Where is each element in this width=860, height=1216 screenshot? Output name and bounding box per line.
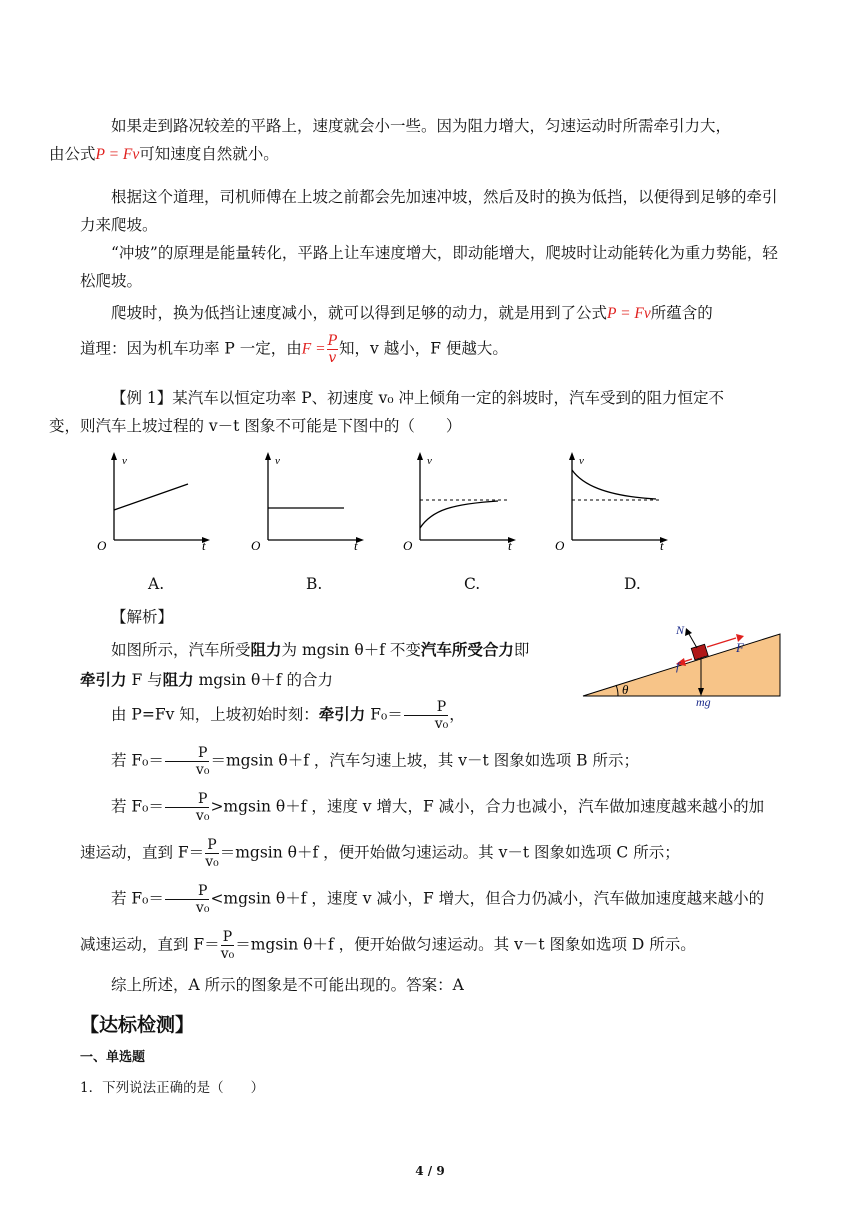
fraction-p-v0	[165, 883, 210, 916]
para1-text: 如果走到路况较差的平路上，速度就会小一些。因为阻力增大，匀速运动时所需牵引力大，	[111, 117, 732, 135]
s1e: 即	[513, 641, 530, 659]
frac-den: v₀	[195, 900, 210, 916]
option-c-label: C.	[464, 575, 481, 593]
s5a: 若 F₀＝	[111, 797, 164, 816]
s4b: ＝mgsin θ＋f ，汽车匀速上坡，其 v－t 图象如选项 B 所示；	[210, 751, 639, 770]
section-title: 【达标检测】	[80, 1014, 195, 1036]
frac-num: P	[165, 745, 210, 762]
solution-line7	[80, 883, 785, 916]
solution-line2	[80, 666, 580, 694]
theta-label: θ	[622, 682, 629, 697]
frac-den: v₀	[195, 808, 210, 824]
graph-a	[92, 452, 212, 552]
paragraph-low-gear	[80, 299, 785, 328]
para4-text-d: 知，v 越小，F 便越大。	[339, 339, 508, 358]
traction-force-label: F	[736, 640, 744, 655]
s1a: 如图所示，汽车所受	[111, 641, 251, 659]
origin-label: O	[251, 538, 261, 552]
solution-line5	[80, 791, 785, 824]
s3c: F₀＝	[365, 705, 403, 724]
solution-line6	[80, 837, 785, 870]
para1-tail: 可知速度自然就小。	[139, 145, 279, 163]
frac-num: P	[205, 837, 219, 854]
s3d: ，	[449, 705, 465, 724]
formula-f-eq: F =	[301, 340, 326, 358]
formula-p-fv: P = Fv	[95, 146, 140, 163]
frac-den: v₀	[205, 854, 219, 870]
s3b: 牵引力	[318, 704, 366, 724]
s2c: 阻力	[162, 670, 194, 689]
s1d: 汽车所受合力	[420, 640, 514, 659]
fraction-p-v0	[221, 929, 235, 962]
s2a: 牵引力	[80, 670, 127, 689]
fraction-p-over-v	[327, 333, 338, 366]
option-b-label: B.	[306, 575, 323, 593]
example-line2: 变，则汽车上坡过程的 v－t 图象不可能是下图中的（ ）	[49, 417, 462, 435]
axis-v-label: v	[122, 455, 127, 467]
s8b: ＝mgsin θ＋f ，便开始做匀速运动。其 v－t 图象如选项 D 所示。	[235, 935, 696, 954]
s2d: mgsin θ＋f 的合力	[193, 671, 334, 689]
paragraph-accelerate: 根据这个道理，司机师傅在上坡之前都会先加速冲坡，然后及时的换为低挡，以便得到足够的牵引力来爬坡。	[80, 188, 778, 234]
graph-d	[550, 452, 672, 552]
solution-line3	[80, 699, 785, 732]
s3a: 由 P=Fv 知，上坡初始时刻：	[111, 705, 319, 724]
s2b: F 与	[126, 671, 163, 689]
frac-num: P	[404, 699, 449, 716]
solution-line4	[80, 745, 785, 778]
paragraph-low-gear-2	[80, 333, 785, 366]
s1b: 阻力	[250, 640, 282, 659]
example-question	[49, 384, 785, 440]
solution-label: 【解析】	[111, 608, 174, 626]
formula-p-fv-2: P = Fv	[607, 305, 651, 322]
origin-label: O	[403, 538, 413, 552]
frac-den: v₀	[220, 946, 235, 962]
frac-num: P	[165, 791, 210, 808]
page-number: 4 / 9	[415, 1164, 445, 1178]
frac-den: v₀	[195, 762, 210, 778]
s7b: <mgsin θ＋f ，速度 v 减小，F 增大，但合力仍减小，汽车做加速度越来越小的	[210, 889, 765, 908]
fraction-p-v0	[205, 837, 219, 870]
frac-num: P	[221, 929, 235, 946]
frac-num: P	[327, 333, 338, 349]
axis-t-label: t	[202, 538, 206, 552]
s5b: >mgsin θ＋f ，速度 v 增大，F 减小，合力也减小，汽车做加速度越来越小的加	[210, 797, 765, 816]
solution-conclusion: 综上所述，A 所示的图象是不可能出现的。答案：A	[111, 976, 464, 994]
option-a-label: A.	[148, 575, 165, 593]
normal-force-label: N	[676, 623, 685, 637]
para4-text-c: 道理：因为机车功率 P 一定，由	[80, 339, 302, 358]
frac-num: P	[165, 883, 210, 900]
option-d-label: D.	[624, 575, 641, 593]
s4a: 若 F₀＝	[111, 751, 164, 770]
solution-line1	[80, 636, 580, 664]
frac-den: v₀	[434, 716, 449, 732]
example-line1: 【例 1】某汽车以恒定功率 P、初速度 v₀ 冲上倾角一定的斜坡时，汽车受到的阻力恒定不	[111, 389, 724, 407]
origin-label: O	[97, 538, 107, 552]
origin-label: O	[555, 538, 565, 552]
para1-lead: 由公式	[49, 145, 96, 163]
fraction-p-v0	[165, 791, 210, 824]
axis-t-label: t	[354, 538, 358, 552]
frac-den: v	[328, 350, 337, 366]
paragraph-energy: “冲坡”的原理是能量转化，平路上让车速度增大，即动能增大，爬坡时让动能转化为重力势能，轻松爬坡。	[80, 244, 778, 290]
para4-text-b: 所蕴含的	[650, 304, 713, 322]
axis-v-label: v	[427, 455, 432, 467]
fraction-p-v0	[165, 745, 210, 778]
para4-text: 爬坡时，换为低挡让速度减小，就可以得到足够的动力，就是用到了公式	[111, 304, 608, 322]
s1c: 为 mgsin θ＋f 不变	[281, 641, 421, 659]
question-1: 1．下列说法正确的是（ ）	[80, 1080, 265, 1096]
axis-t-label: t	[508, 538, 512, 552]
gravity-label: mg	[696, 695, 711, 709]
s6a: 速运动，直到 F＝	[80, 843, 205, 862]
section-subtitle: 一、单选题	[80, 1050, 146, 1065]
graph-b	[248, 452, 368, 552]
paragraph-speed-friction	[49, 112, 785, 169]
axis-v-label: v	[579, 455, 584, 467]
graph-c	[398, 452, 520, 552]
fraction-p-v0	[404, 699, 449, 732]
axis-v-label: v	[275, 455, 280, 467]
s7a: 若 F₀＝	[111, 889, 164, 908]
solution-line8	[80, 929, 785, 962]
s6b: ＝mgsin θ＋f ，便开始做匀速运动。其 v－t 图象如选项 C 所示；	[219, 843, 680, 862]
friction-label: f	[676, 659, 680, 673]
axis-t-label: t	[660, 538, 664, 552]
s8a: 减速运动，直到 F＝	[80, 935, 220, 954]
